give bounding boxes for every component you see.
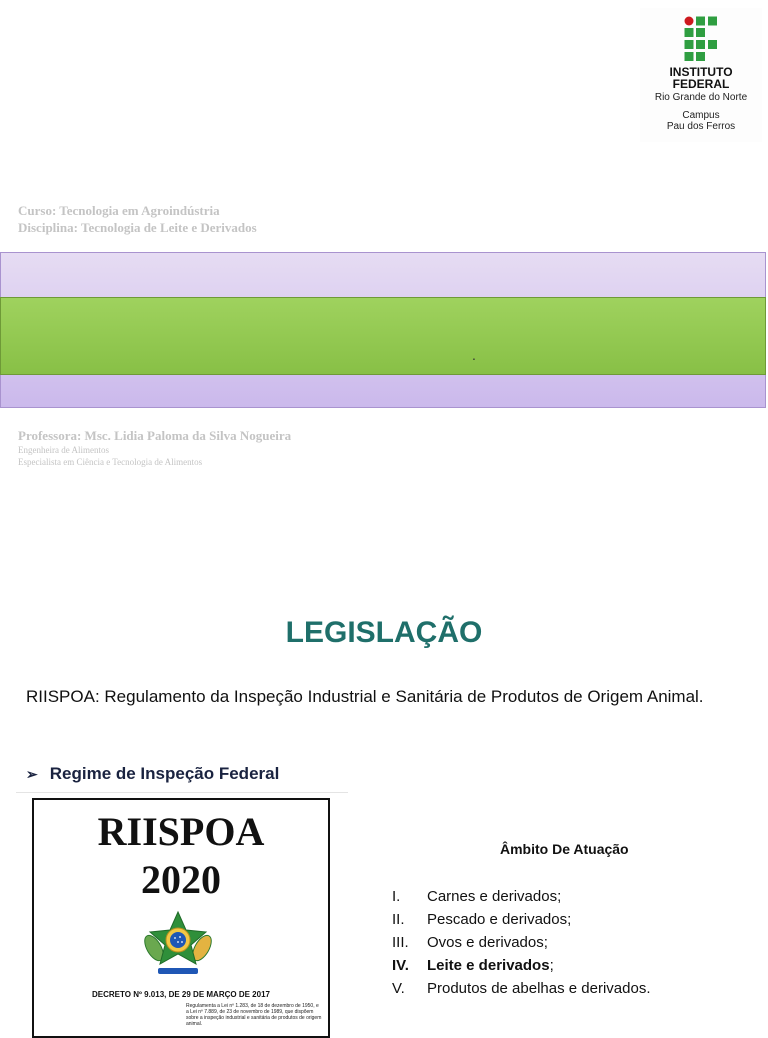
divider	[16, 792, 348, 793]
discipline-name: Disciplina: Tecnologia de Leite e Derivados	[18, 220, 257, 235]
list-item-punctuation: ;	[557, 888, 562, 905]
course-info	[18, 202, 257, 236]
course-name: Curso: Tecnologia em Agroindústria	[18, 203, 220, 218]
poster-decree: DECRETO Nº 9.013, DE 29 DE MARÇO DE 2017	[92, 990, 270, 999]
list-item-number: I.	[392, 888, 401, 905]
logo-text-instituto: INSTITUTO	[669, 65, 733, 79]
title-band	[0, 297, 766, 375]
arrow-bullet-icon: ➢	[26, 766, 38, 782]
professor-credential: Especialista em Ciência e Tecnologia de Alimentos	[18, 457, 203, 467]
list-item-label: Produtos de abelhas e derivados	[427, 980, 647, 997]
professor-info	[18, 428, 291, 468]
list-item-label: Carnes e derivados	[427, 888, 558, 905]
brazil-coat-of-arms-icon	[128, 908, 228, 978]
poster-title: RIISPOA	[97, 809, 265, 854]
professor-credential: Engenheira de Alimentos	[18, 445, 109, 455]
logo-text-federal: FEDERAL	[672, 77, 730, 91]
ambito-heading: Âmbito De Atuação	[500, 841, 629, 857]
ifrn-logo	[640, 8, 762, 142]
regime-heading	[26, 764, 279, 784]
list-item-number: III.	[392, 934, 409, 951]
list-item-punctuation: ;	[549, 957, 554, 974]
list-item-number: V.	[392, 980, 405, 997]
ifrn-logo-icon	[684, 16, 718, 62]
intro-text: RIISPOA: Regulamento da Inspeção Industrial e Sanitária de Produtos de Origem Animal.	[26, 687, 704, 706]
logo-text-campus: Campus	[682, 110, 720, 121]
title-band-text: .	[472, 347, 476, 363]
list-item-punctuation: ;	[543, 934, 548, 951]
list-item-number: II.	[392, 911, 405, 928]
professor-name: Professora: Msc. Lidia Paloma da Silva Nogueira	[18, 428, 292, 443]
list-item-label: Leite e derivados	[427, 957, 550, 974]
section-title: LEGISLAÇÃO	[285, 616, 483, 649]
poster-year: 2020	[141, 857, 221, 902]
list-item-punctuation: .	[646, 980, 651, 997]
list-item-punctuation: ;	[567, 911, 572, 928]
list-item-label: Ovos e derivados	[427, 934, 544, 951]
logo-text-campus-name: Pau dos Ferros	[666, 121, 736, 132]
logo-text-state: Rio Grande do Norte	[654, 92, 748, 103]
poster-summary: Regulamenta a Lei nº 1.283, de 18 de dezembro de 1950, e a Lei nº 7.889, de 23 de novembro de 1989, que dispõem sobre a inspeção industrial e sanitária de produtos de origem animal.	[186, 1003, 322, 1027]
list-item-number: IV.	[392, 957, 409, 974]
riispoa-cover-image	[32, 798, 330, 1038]
regime-label: Regime de Inspeção Federal	[49, 764, 280, 783]
list-item-label: Pescado e derivados	[427, 911, 568, 928]
